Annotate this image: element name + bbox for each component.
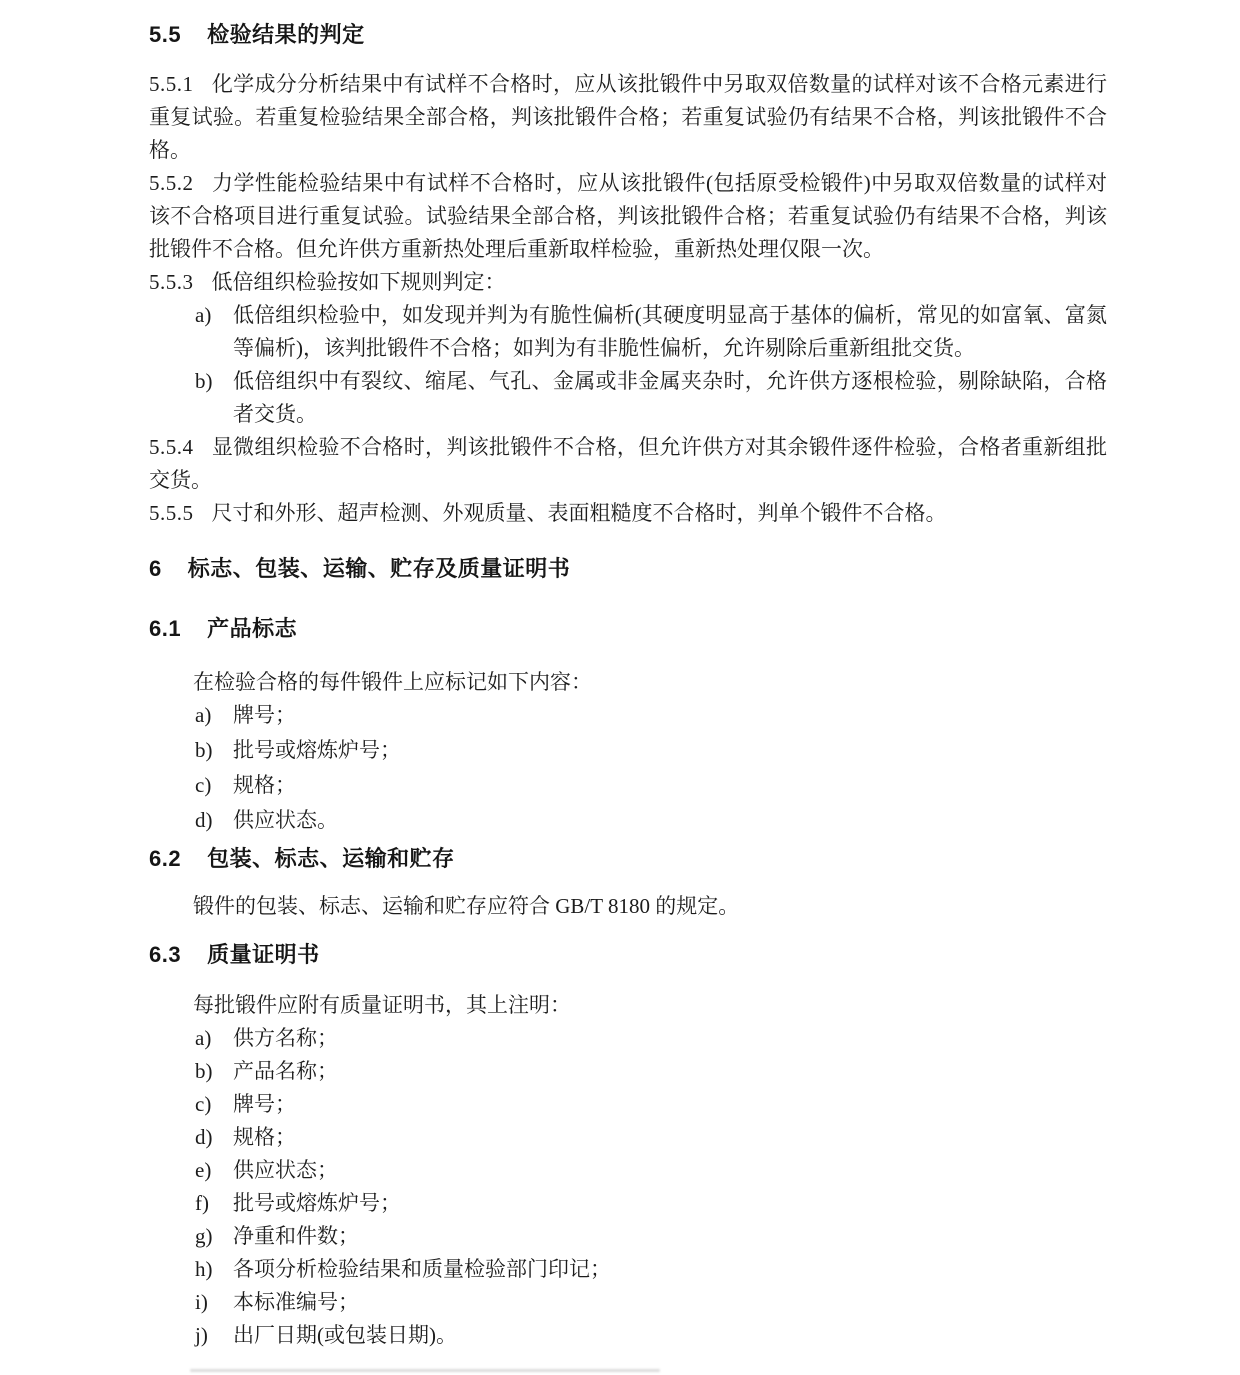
list-marker: a) (195, 1026, 212, 1050)
clause-number: 5.5.2 (149, 171, 194, 195)
heading-6-1 (149, 612, 1107, 645)
list-marker: a) (195, 703, 212, 727)
list-item-text: 低倍组织检验中，如发现并判为有脆性偏析(其硬度明显高于基体的偏析，常见的如富氧、富氮等偏析)，该判批锻件不合格；如判为有非脆性偏析，允许剔除后重新组批交货。 (233, 303, 1107, 360)
list-marker: f) (195, 1191, 209, 1215)
list-item-text: 批号或熔炼炉号； (233, 738, 401, 762)
list-item-text: 规格； (233, 1125, 296, 1149)
list-item-text: 规格； (233, 773, 296, 797)
list-item-a (149, 699, 1107, 732)
clause-5-5-1 (149, 68, 1107, 167)
clause-text: 化学成分分析结果中有试样不合格时，应从该批锻件中另取双倍数量的试样对该不合格元素进行重复试验。若重复检验结果全部合格，判该批锻件合格；若重复试验仍有结果不合格，判该批锻件不合格。 (149, 72, 1107, 162)
clause-6-1-intro (149, 666, 1107, 699)
clause-5-5-3-list (149, 299, 1107, 431)
list-item-c (149, 1088, 1107, 1121)
list-item-c (149, 769, 1107, 802)
list-item-text: 各项分析检验结果和质量检验部门印记； (233, 1257, 611, 1281)
list-marker: c) (195, 773, 212, 797)
list-item-text: 出厂日期(或包装日期)。 (233, 1323, 457, 1347)
heading-number: 6.2 (149, 846, 182, 871)
clause-6-1-list (149, 699, 1107, 837)
list-item-a (149, 1022, 1107, 1055)
list-item-text: 牌号； (233, 1092, 296, 1116)
list-marker: d) (195, 1125, 213, 1149)
list-item-i (149, 1286, 1107, 1319)
clause-6-3-list (149, 1022, 1107, 1352)
list-marker: c) (195, 1092, 212, 1116)
list-item-text: 本标准编号； (233, 1290, 359, 1314)
list-item-j (149, 1319, 1107, 1352)
list-item-text: 低倍组织中有裂纹、缩尾、气孔、金属或非金属夹杂时，允许供方逐根检验，剔除缺陷，合格者交货。 (233, 369, 1107, 426)
list-marker: d) (195, 808, 213, 832)
document-content (149, 18, 1107, 1352)
clause-5-5-5 (149, 497, 1107, 530)
list-marker: b) (195, 369, 213, 393)
list-marker: i) (195, 1290, 208, 1314)
list-item-d (149, 1121, 1107, 1154)
list-marker: j) (195, 1323, 208, 1347)
clause-5-5-2 (149, 167, 1107, 266)
heading-title: 包装、标志、运输和贮存 (207, 846, 455, 871)
clause-6-3-intro (149, 989, 1107, 1022)
list-marker: b) (195, 1059, 213, 1083)
clause-text: 力学性能检验结果中有试样不合格时，应从该批锻件(包括原受检锻件)中另取双倍数量的试样对该不合格项目进行重复试验。试验结果全部合格，判该批锻件合格；若重复试验仍有结果不合格，判该批锻件不合格。但允许供方重新热处理后重新取样检验，重新热处理仅限一次。 (149, 171, 1107, 261)
clause-6-2-body (149, 890, 1107, 923)
clause-text: 低倍组织检验按如下规则判定： (211, 270, 506, 294)
heading-title: 检验结果的判定 (207, 22, 365, 47)
clause-number: 5.5.4 (149, 435, 194, 459)
list-item-g (149, 1220, 1107, 1253)
scan-artifact (190, 1369, 660, 1372)
clause-5-5-4 (149, 431, 1107, 497)
heading-6-2 (149, 842, 1107, 875)
heading-5-5 (149, 18, 1107, 51)
list-item-a (149, 299, 1107, 365)
list-item-text: 供应状态。 (233, 808, 338, 832)
heading-title: 产品标志 (207, 616, 298, 641)
clause-text: 在检验合格的每件锻件上应标记如下内容： (193, 670, 592, 694)
list-marker: e) (195, 1158, 212, 1182)
list-marker: g) (195, 1224, 213, 1248)
clause-5-5-3 (149, 266, 1107, 299)
heading-number: 6.3 (149, 942, 182, 967)
clause-number: 5.5.5 (149, 501, 194, 525)
heading-6-3 (149, 938, 1107, 971)
list-marker: h) (195, 1257, 213, 1281)
list-item-h (149, 1253, 1107, 1286)
heading-title: 质量证明书 (207, 942, 320, 967)
list-item-b (149, 365, 1107, 431)
list-item-text: 产品名称； (233, 1059, 338, 1083)
list-item-b (149, 734, 1107, 767)
clause-text: 每批锻件应附有质量证明书，其上注明： (193, 993, 571, 1017)
list-item-b (149, 1055, 1107, 1088)
heading-number: 6 (149, 556, 162, 581)
clause-text: 锻件的包装、标志、运输和贮存应符合 GB/T 8180 的规定。 (193, 894, 740, 918)
heading-number: 6.1 (149, 616, 182, 641)
heading-6 (149, 552, 1107, 585)
list-item-text: 供应状态； (233, 1158, 338, 1182)
clause-number: 5.5.3 (149, 270, 194, 294)
list-item-e (149, 1154, 1107, 1187)
list-item-text: 供方名称； (233, 1026, 338, 1050)
clause-text: 尺寸和外形、超声检测、外观质量、表面粗糙度不合格时，判单个锻件不合格。 (211, 501, 947, 525)
list-item-text: 净重和件数； (233, 1224, 359, 1248)
list-item-f (149, 1187, 1107, 1220)
list-marker: a) (195, 303, 212, 327)
list-item-text: 批号或熔炼炉号； (233, 1191, 401, 1215)
clause-number: 5.5.1 (149, 72, 194, 96)
heading-number: 5.5 (149, 22, 182, 47)
list-marker: b) (195, 738, 213, 762)
heading-title: 标志、包装、运输、贮存及质量证明书 (187, 556, 571, 581)
list-item-text: 牌号； (233, 703, 296, 727)
list-item-d (149, 804, 1107, 837)
clause-text: 显微组织检验不合格时，判该批锻件不合格，但允许供方对其余锻件逐件检验，合格者重新组批交货。 (149, 435, 1107, 492)
